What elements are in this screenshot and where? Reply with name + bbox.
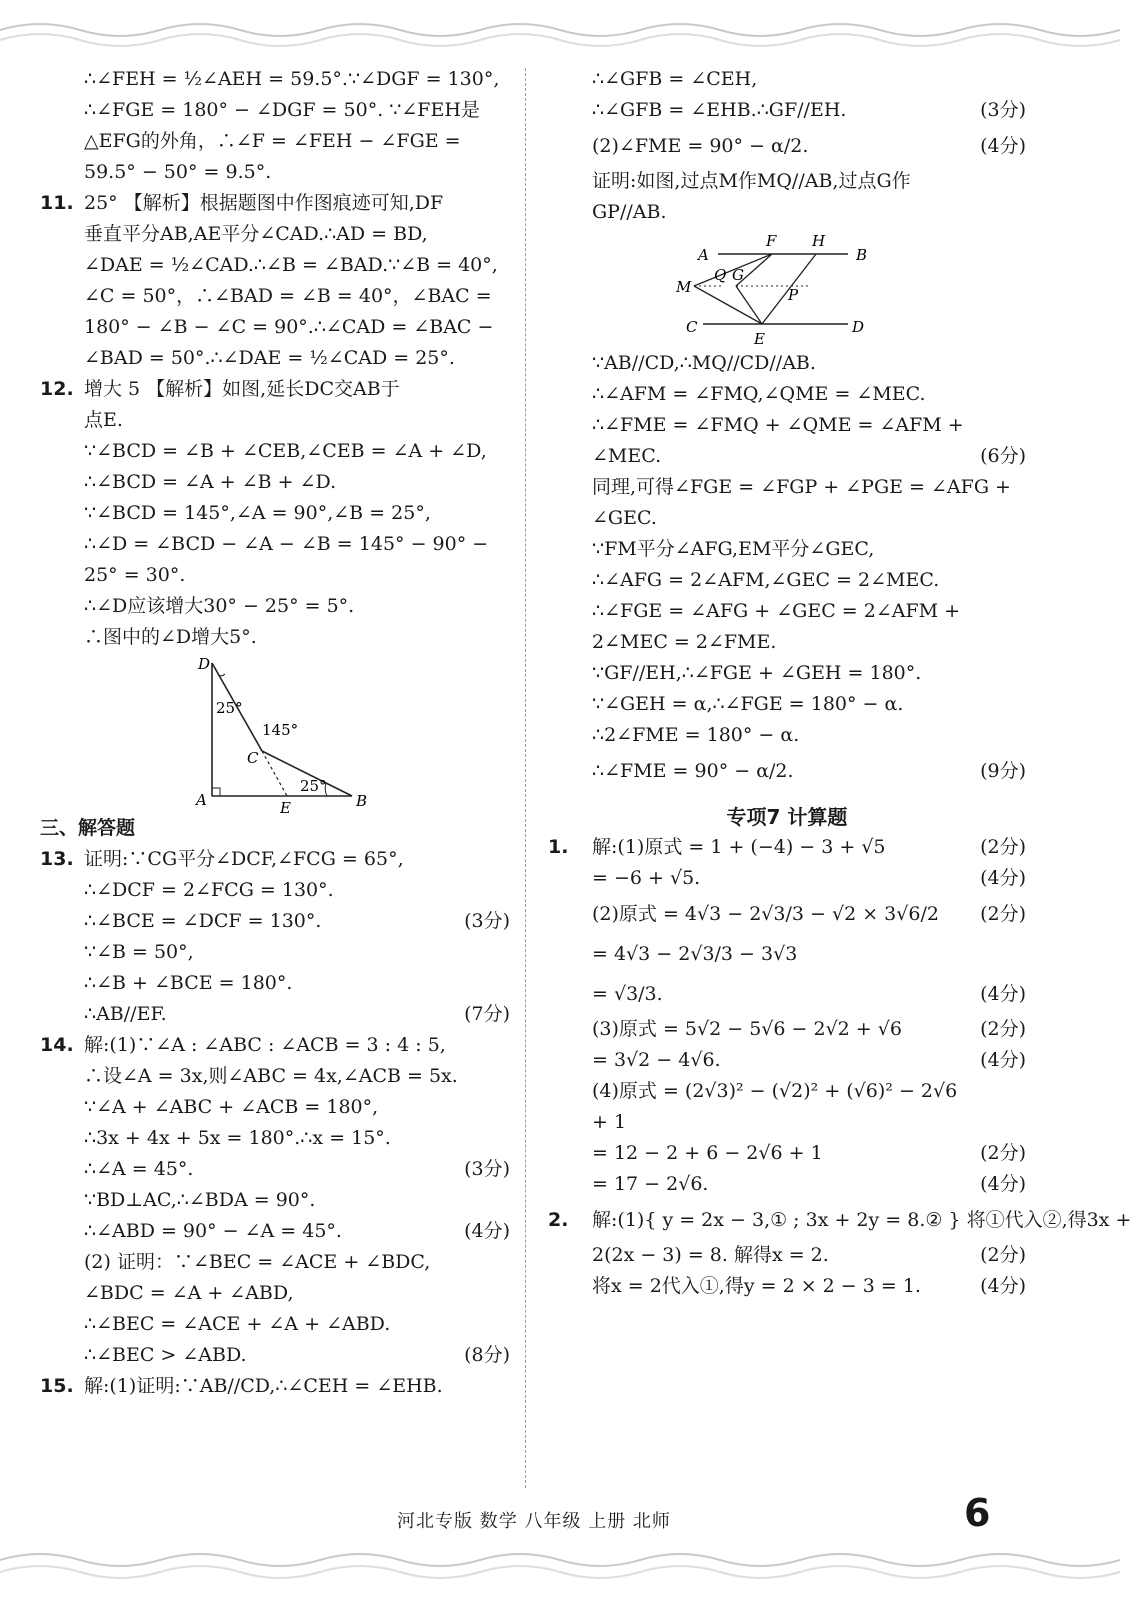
score-label: (6分): [980, 445, 1026, 467]
text-line: ∴∠DCF = 2∠FCG = 130°.: [84, 879, 334, 901]
right-angle-mark: [212, 788, 220, 796]
text-line: ∵∠BCD = 145°,∠A = 90°,∠B = 25°,: [84, 502, 431, 524]
text-line: ∴2∠FME = 180° − α.: [592, 724, 800, 746]
score-label: (2分): [980, 1142, 1026, 1164]
bottom-decoration: [0, 1540, 1068, 1600]
score-label: (9分): [980, 760, 1026, 782]
score-label: (2分): [980, 1244, 1026, 1266]
question-11: [40, 188, 510, 374]
text-line: ∵∠A + ∠ABC + ∠ACB = 180°,: [84, 1096, 379, 1118]
question-number: 14.: [40, 1034, 74, 1056]
text-line: ∵BD⊥AC,∴∠BDA = 90°.: [84, 1189, 316, 1211]
score-label: (4分): [464, 1220, 510, 1242]
text-line: ∵GF//EH,∴∠FGE + ∠GEH = 180°.: [592, 662, 922, 684]
text-line: ∴∠ABD = 90° − ∠A = 45°.: [84, 1220, 342, 1242]
text-line: ∴设∠A = 3x,则∠ABC = 4x,∠ACB = 5x.: [84, 1065, 458, 1087]
page-number: 6: [964, 1491, 991, 1535]
angle-label-c: 145°: [262, 721, 299, 739]
score-label: (8分): [464, 1344, 510, 1366]
top-decoration: [0, 0, 1068, 60]
label-h: H: [812, 232, 826, 250]
page-footer: 河北专版 数学 八年级 上册 北师: [397, 1511, 671, 1532]
text-line: (4)原式 = (2√3)² − (√2)² + (√6)² − 2√6: [592, 1080, 958, 1102]
text-line: ∴∠BEC = ∠ACE + ∠A + ∠ABD.: [84, 1313, 391, 1335]
text-line: 25° 【解析】根据题图中作图痕迹可知,DF: [84, 192, 444, 214]
score-label: (2分): [980, 1018, 1026, 1040]
text-line: ∵FM平分∠AFG,EM平分∠GEC,: [592, 538, 875, 560]
label-g: G: [732, 266, 744, 284]
question-number: 11.: [40, 192, 74, 214]
text-line: 180° − ∠B − ∠C = 90°.∴∠CAD = ∠BAC −: [84, 316, 494, 338]
label-m: M: [676, 278, 692, 296]
text-line: 垂直平分AB,AE平分∠CAD.∴AD = BD,: [84, 223, 428, 245]
text-line: ∴∠FEH = ½∠AEH = 59.5°.∵∠DGF = 130°,: [84, 68, 500, 90]
text-line: = √3/3.: [592, 983, 663, 1005]
score-label: (4分): [980, 1275, 1026, 1297]
text-line: + 1: [592, 1111, 627, 1133]
text-line: 解:(1)原式 = 1 + (−4) − 3 + √5: [592, 836, 886, 858]
label-q: Q: [714, 266, 727, 284]
text-line: = 4√3 − 2√3/3 − 3√3: [592, 943, 798, 965]
score-label: (4分): [980, 867, 1026, 889]
score-label: (3分): [464, 910, 510, 932]
question-number: 1.: [548, 836, 569, 858]
angle-label-b: 25°: [300, 777, 327, 795]
text-line: ∴∠FGE = 180° − ∠DGF = 50°. ∵∠FEH是: [84, 99, 480, 121]
text-line: ∴AB//EF.: [84, 1003, 167, 1025]
question-number: 13.: [40, 848, 74, 870]
text-line: ∠BAD = 50°.∴∠DAE = ½∠CAD = 25°.: [84, 347, 455, 369]
text-line: ∴∠BEC > ∠ABD.: [84, 1344, 247, 1366]
text-line: 解:(1)证明:∵AB//CD,∴∠CEH = ∠EHB.: [84, 1375, 443, 1397]
text-line: ∴∠FGE = ∠AFG + ∠GEC = 2∠AFM +: [592, 600, 961, 622]
text-line: ∴∠GFB = ∠EHB.∴GF//EH.: [592, 99, 847, 121]
text-line: ∴图中的∠D增大5°.: [84, 626, 257, 648]
score-label: (4分): [980, 1173, 1026, 1195]
text-line: 增大 5 【解析】如图,延长DC交AB于: [84, 378, 400, 400]
question-15: [40, 1371, 510, 1402]
text-line: ∠MEC.: [592, 445, 662, 467]
score-label: (4分): [980, 1049, 1026, 1071]
text-line: ∵∠BCD = ∠B + ∠CEB,∠CEB = ∠A + ∠D,: [84, 440, 487, 462]
text-line: (2)原式 = 4√3 − 2√3/3 − √2 × 3√6/2: [592, 903, 939, 925]
text-line: ∴∠B + ∠BCE = 180°.: [84, 972, 293, 994]
parallel-lines-figure: [548, 228, 1026, 348]
angle-label-d: 25°: [216, 699, 243, 717]
text-line: 2∠MEC = 2∠FME.: [592, 631, 777, 653]
label-e: E: [754, 330, 765, 348]
text-line: ∴3x + 4x + 5x = 180°.∴x = 15°.: [84, 1127, 391, 1149]
text-line: 25° = 30°.: [84, 564, 186, 586]
question-number: 12.: [40, 378, 74, 400]
column-divider: [525, 68, 526, 1488]
text-line: △EFG的外角，∴∠F = ∠FEH − ∠FGE =: [84, 130, 461, 152]
text-line: GP//AB.: [592, 201, 667, 223]
text-line: 解:(1){ y = 2x − 3,① ; 3x + 2y = 8.② } 将①代入②,得3x +: [592, 1209, 1131, 1231]
section-title: 专项7 计算题: [726, 805, 848, 829]
text-line: 证明:如图,过点M作MQ//AB,过点G作: [592, 170, 911, 192]
label-f: F: [766, 232, 777, 250]
text-line: ∴∠D = ∠BCD − ∠A − ∠B = 145° − 90° −: [84, 533, 489, 555]
label-c: C: [686, 318, 698, 336]
section-heading: 三、解答题: [40, 817, 136, 839]
label-d: D: [198, 655, 211, 673]
text-line: ∴∠BCE = ∠DCF = 130°.: [84, 910, 322, 932]
right-column: [548, 64, 1131, 1302]
segment-me: [694, 286, 762, 324]
text-line: ∠C = 50°，∴∠BAD = ∠B = 40°，∠BAC =: [84, 285, 492, 307]
text-line: 2(2x − 3) = 8. 解得x = 2.: [592, 1244, 829, 1266]
text-line: ∵∠B = 50°,: [84, 941, 194, 963]
text-line: ∴∠GFB = ∠CEH,: [592, 68, 758, 90]
score-label: (4分): [980, 983, 1026, 1005]
text-line: ∴∠AFM = ∠FMQ,∠QME = ∠MEC.: [592, 383, 926, 405]
question-12: [40, 374, 510, 817]
label-b: B: [856, 246, 868, 264]
text-line: ∴∠BCD = ∠A + ∠B + ∠D.: [84, 471, 337, 493]
question-14: [40, 1030, 510, 1371]
score-label: (3分): [464, 1158, 510, 1180]
text-line: 证明:∵CG平分∠DCF,∠FCG = 65°,: [84, 848, 404, 870]
label-a: A: [196, 791, 207, 809]
text-line: 59.5° − 50° = 9.5°.: [84, 161, 272, 183]
text-line: (2) 证明：∵∠BEC = ∠ACE + ∠BDC,: [84, 1251, 431, 1273]
score-label: (4分): [980, 135, 1026, 157]
text-line: ∠DAE = ½∠CAD.∴∠B = ∠BAD.∵∠B = 40°,: [84, 254, 498, 276]
label-e: E: [280, 799, 291, 817]
label-a: A: [698, 246, 709, 264]
left-column: [40, 64, 510, 1402]
segment-ge: [736, 286, 762, 324]
text-line: ∴∠FME = 90° − α/2.: [592, 760, 794, 782]
score-label: (2分): [980, 836, 1026, 858]
score-label: (7分): [464, 1003, 510, 1025]
question-number: 2.: [548, 1209, 569, 1231]
proof-block: [548, 348, 1026, 791]
score-label: (2分): [980, 903, 1026, 925]
label-p: P: [788, 286, 799, 304]
text-line: = 17 − 2√6.: [592, 1173, 709, 1195]
text-line: = 12 − 2 + 6 − 2√6 + 1: [592, 1142, 823, 1164]
text-line: (2)∠FME = 90° − α/2.: [592, 135, 809, 157]
text-line: ∠GEC.: [592, 507, 657, 529]
calc-question-2: [548, 1200, 1131, 1302]
label-b: B: [356, 792, 368, 810]
text-line: ∴∠D应该增大30° − 25° = 5°.: [84, 595, 355, 617]
triangle-figure: [40, 653, 510, 817]
text-line: ∵∠GEH = α,∴∠FGE = 180° − α.: [592, 693, 904, 715]
text-line: (3)原式 = 5√2 − 5√6 − 2√2 + √6: [592, 1018, 902, 1040]
text-line: 同理,可得∠FGE = ∠FGP + ∠PGE = ∠AFG +: [592, 476, 1011, 498]
text-line: ∴∠FME = ∠FMQ + ∠QME = ∠AFM +: [592, 414, 964, 436]
label-c: C: [247, 749, 259, 767]
text-line: = 3√2 − 4√6.: [592, 1049, 721, 1071]
text-line: ∴∠AFG = 2∠AFM,∠GEC = 2∠MEC.: [592, 569, 940, 591]
text-line: = −6 + √5.: [592, 867, 701, 889]
text-line: 将x = 2代入①,得y = 2 × 2 − 3 = 1.: [592, 1275, 921, 1297]
question-number: 15.: [40, 1375, 74, 1397]
question-13: [40, 844, 510, 1030]
score-label: (3分): [980, 99, 1026, 121]
label-d: D: [852, 318, 865, 336]
text-line: ∵AB//CD,∴MQ//CD//AB.: [592, 352, 816, 374]
text-line: 点E.: [84, 409, 123, 431]
text-line: ∠BDC = ∠A + ∠ABD,: [84, 1282, 294, 1304]
text-line: 解:(1)∵∠A : ∠ABC : ∠ACB = 3 : 4 : 5,: [84, 1034, 446, 1056]
calc-question-1: [548, 832, 1026, 1200]
text-line: ∴∠A = 45°.: [84, 1158, 194, 1180]
